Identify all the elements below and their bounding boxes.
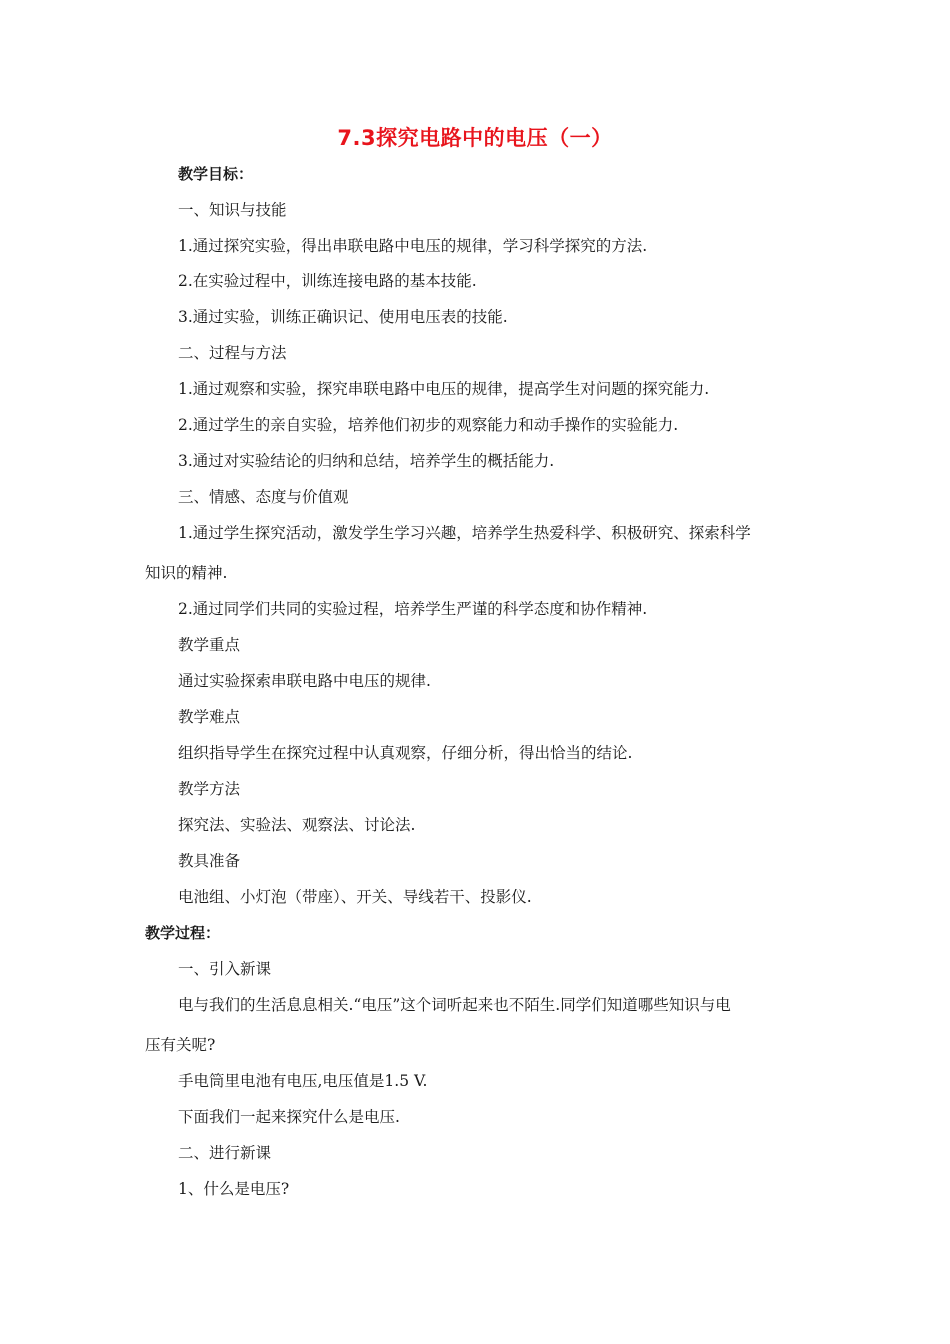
section-new-lesson: 二、进行新课 [178, 1144, 272, 1162]
paragraph: 2.通过同学们共同的实验过程，培养学生严谨的科学态度和协作精神. [178, 600, 648, 618]
paragraph: 通过实验探索串联电路中电压的规律. [178, 672, 431, 690]
document-title: 7.3探究电路中的电压（一） [337, 126, 613, 150]
heading-difficulty: 教学难点 [178, 708, 241, 726]
heading-key-point: 教学重点 [178, 636, 241, 654]
heading-teaching-process: 教学过程： [145, 924, 221, 942]
paragraph: 1.通过探究实验，得出串联电路中电压的规律，学习科学探究的方法. [178, 237, 648, 255]
paragraph: 组织指导学生在探究过程中认真观察，仔细分析，得出恰当的结论. [178, 744, 633, 762]
paragraph: 2.在实验过程中，训练连接电路的基本技能. [178, 272, 477, 290]
section-process-method: 二、过程与方法 [178, 344, 287, 362]
heading-teaching-aids: 教具准备 [178, 852, 241, 870]
paragraph: 1.通过观察和实验，探究串联电路中电压的规律，提高学生对问题的探究能力. [178, 380, 710, 398]
paragraph-continuation: 压有关呢? [145, 1036, 216, 1054]
paragraph: 手电筒里电池有电压,电压值是1.5 V. [178, 1072, 428, 1090]
section-emotion-attitude: 三、情感、态度与价值观 [178, 488, 349, 506]
paragraph: 3.通过对实验结论的归纳和总结，培养学生的概括能力. [178, 452, 555, 470]
paragraph: 探究法、实验法、观察法、讨论法. [178, 816, 416, 834]
paragraph: 电池组、小灯泡（带座）、开关、导线若干、投影仪. [178, 888, 532, 906]
heading-teaching-objectives: 教学目标： [178, 165, 254, 183]
paragraph: 下面我们一起来探究什么是电压. [178, 1108, 400, 1126]
paragraph-continuation: 知识的精神. [145, 564, 228, 582]
paragraph: 1.通过学生探究活动，激发学生学习兴趣，培养学生热爱科学、积极研究、探索科学 [178, 524, 751, 542]
section-knowledge-skills: 一、知识与技能 [178, 201, 287, 219]
paragraph: 电与我们的生活息息相关.“电压”这个词听起来也不陌生.同学们知道哪些知识与电 [178, 996, 731, 1014]
paragraph: 2.通过学生的亲自实验，培养他们初步的观察能力和动手操作的实验能力. [178, 416, 679, 434]
heading-teaching-method: 教学方法 [178, 780, 241, 798]
section-introduction: 一、引入新课 [178, 960, 272, 978]
paragraph: 1、什么是电压? [178, 1180, 290, 1198]
paragraph: 3.通过实验，训练正确识记、使用电压表的技能. [178, 308, 508, 326]
